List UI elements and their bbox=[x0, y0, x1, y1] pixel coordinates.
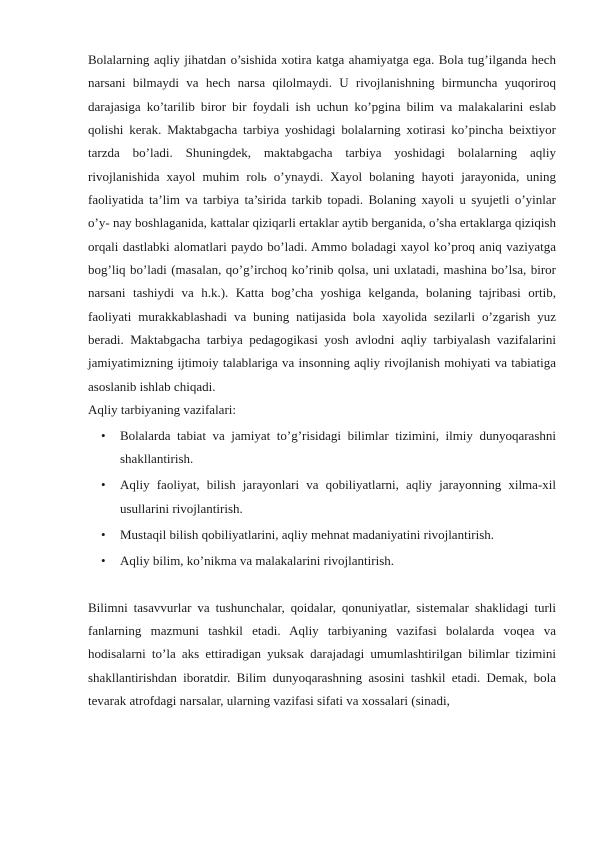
list-item bbox=[88, 473, 556, 520]
list-item-text: Mustaqil bilish qobiliyatlarini, aqliy mehnat madaniyatini rivojlantirish. bbox=[120, 526, 495, 542]
tasks-list bbox=[88, 424, 556, 573]
list-item bbox=[88, 424, 556, 471]
list-item bbox=[88, 523, 556, 546]
list-item-text: Bolalarda tabiat va jamiyat to’g’risidagi bilimlar tizimini, ilmiy dunyoqarashni shakllantirish. bbox=[120, 427, 556, 466]
paragraph-spacer bbox=[88, 576, 556, 596]
bullet-icon: • bbox=[101, 427, 106, 443]
list-item-text: Aqliy faoliyat, bilish jarayonlari va qobiliyatlarni, aqliy jarayonning xilma-xil usullarini rivojlantirish. bbox=[120, 477, 556, 516]
tasks-heading: Aqliy tarbiyaning vazifalari: bbox=[88, 402, 237, 418]
bullet-icon: • bbox=[101, 526, 106, 542]
paragraph-memory-imagination: Bolalarning aqliy jihatdan o’sishida xotira katga ahamiyatga ega. Bola tug’ilganda hech narsani bilmaydi va hech narsa qilolmaydi. U rivojlanishning birmuncha yuqoriroq darajasiga ko’tarilib biror bir foydali ish uchun ko’pgina bilim va malakalarini eslab qolishi kerak. Maktabgacha tarbiya yoshidagi bolalarning xotirasi ko’pincha beixtiyor tarzda bo’ladi. Shuningdek, maktabgacha tarbiya yoshidagi bolalarning aqliy rivojlanishida xayol muhim rolь o’ynaydi. Xayol bolaning hayoti jarayonida, uning faoliyatida ta’lim va tarbiya ta’sirida tarkib topadi. Bolaning xayoli u syujetli o’yinlar o’y- nay boshlaganida, kattalar qiziqarli ertaklar aytib berganida, o’sha ertaklarga qiziqish orqali dastlabki alomatlari paydo bo’ladi. Ammo boladagi xayol ko’proq aniq vaziyatga bog’liq bo’ladi (masalan, qo’g’irchoq ko’rinib qolsa, uni uxlatadi, mashina bo’lsa, biror narsani tashiydi va h.k.). Katta bog’cha yoshiga kelganda, bolaning tajribasi ortib, faoliyati murakkablashadi va buning natijasida bola xayolida sezilarli o’zgarish yuz beradi. Maktabgacha tarbiya pedagogikasi yosh avlodni aqliy tarbiyalash vazifalarini jamiyatimizning ijtimoiy talablariga va insonning aqliy rivojlanish mohiyati va tabiatiga asoslanib ishlab chiqadi. bbox=[88, 52, 556, 394]
bullet-icon: • bbox=[101, 477, 106, 493]
paragraph-knowledge: Bilimni tasavvurlar va tushunchalar, qoidalar, qonuniyatlar, sistemalar shaklidagi turli fanlarning mazmuni tashkil etadi. Aqliy tarbiyaning vazifasi bolalarda voqea va hodisalarni to’la aks ettiradigan yuksak darajadagi umumlashtirilgan bilimlar tizimini shakllantirishdan iboratdir. Bilim dunyoqarashning asosini tashkil etadi. Demak, bola tevarak atrofdagi narsalar, ularning vazifasi sifati va xossalari (sinadi, bbox=[88, 599, 556, 708]
document-page bbox=[88, 48, 556, 712]
list-item bbox=[88, 549, 556, 572]
list-item-text: Aqliy bilim, ko’nikma va malakalarini rivojlantirish. bbox=[120, 553, 395, 569]
bullet-icon: • bbox=[101, 553, 106, 569]
